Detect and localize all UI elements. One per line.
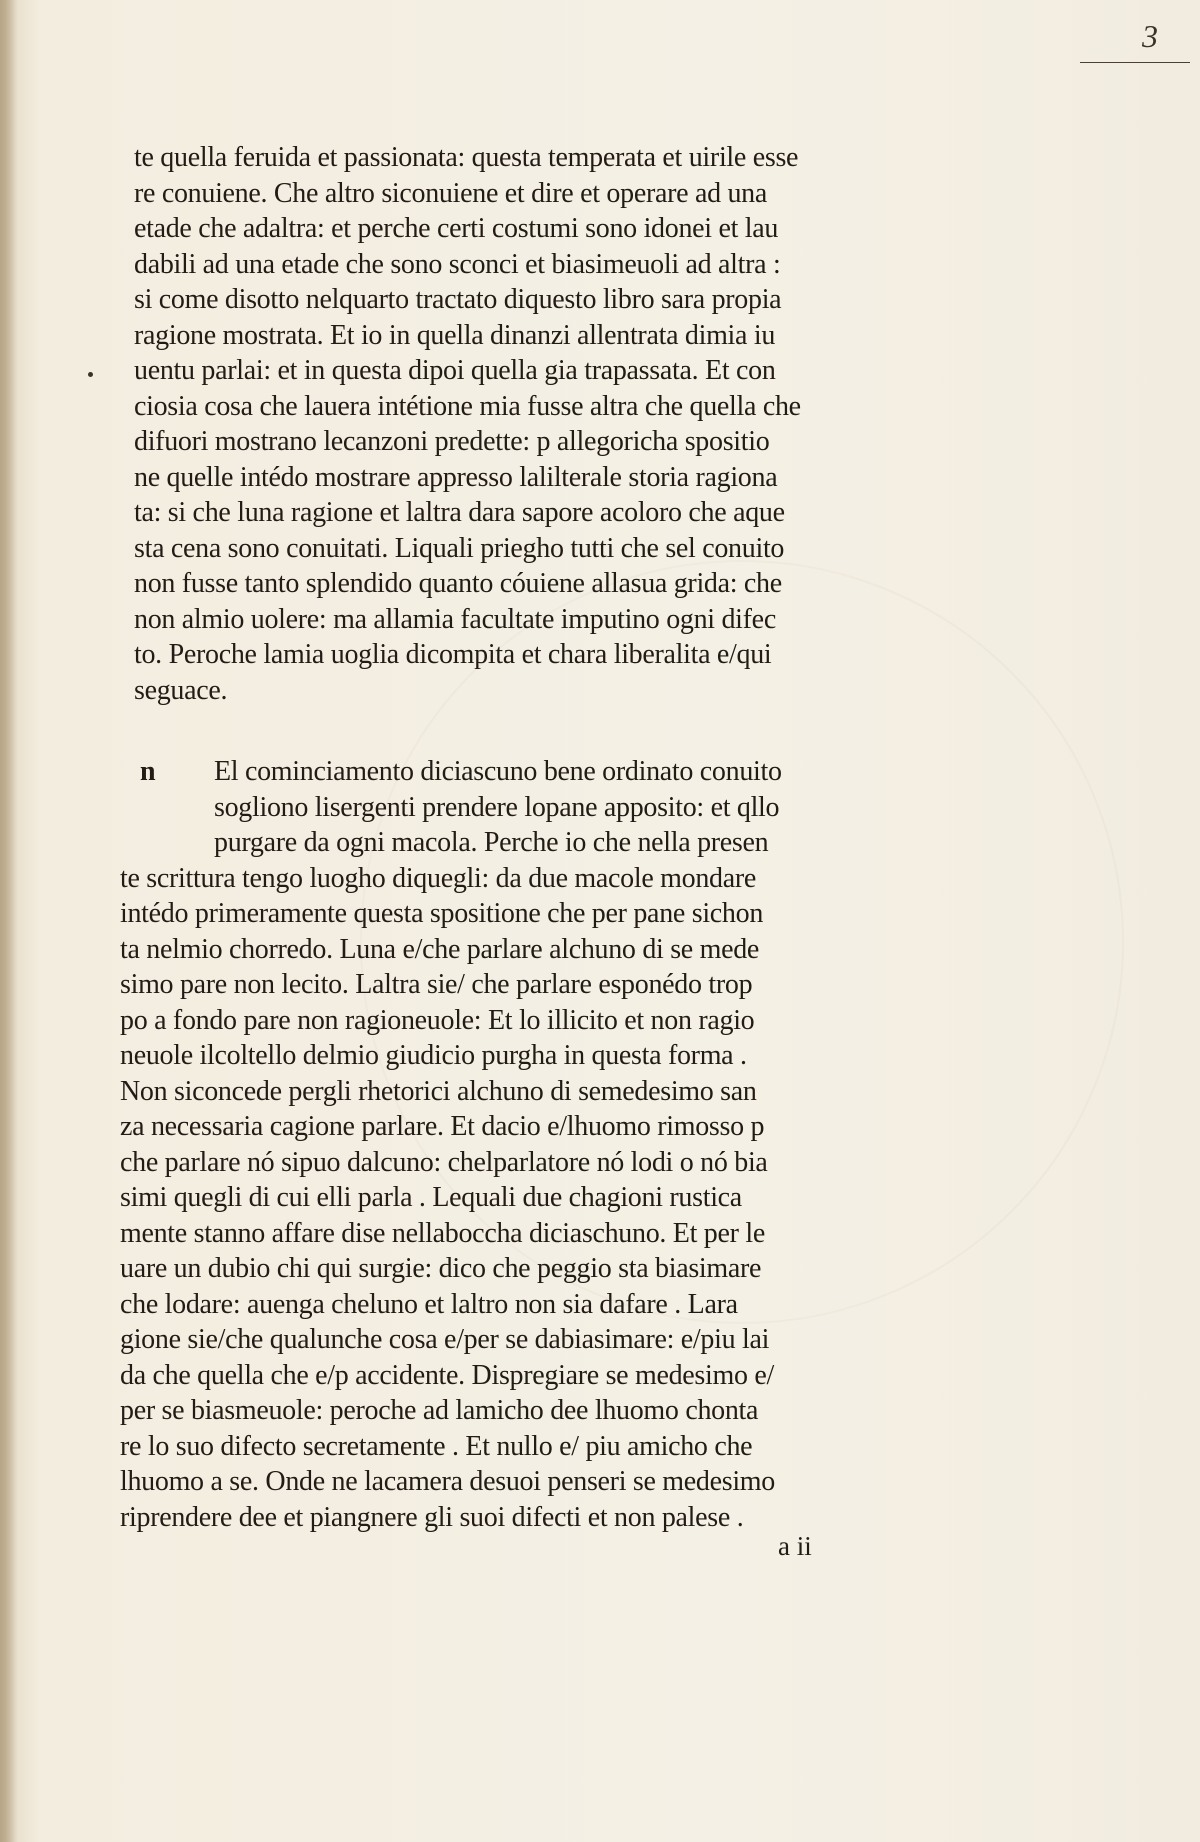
text-line: non almio uolere: ma allamia facultate imputino ogni difec xyxy=(134,603,776,635)
folio-rule xyxy=(1080,62,1190,63)
text-line: ta nelmio chorredo. Luna e/che parlare alchuno di se mede xyxy=(120,933,760,965)
margin-dot xyxy=(88,372,93,377)
text-block xyxy=(110,140,910,1535)
text-line: dabili ad una etade che sono sconci et biasimeuoli ad altra : xyxy=(134,248,781,280)
text-line: re conuiene. Che altro siconuiene et dire et operare ad una xyxy=(134,177,767,209)
text-line: re lo suo difecto secretamente . Et nullo e/ piu amicho che xyxy=(120,1430,753,1462)
text-line: te scrittura tengo luogho diquegli: da due macole mondare xyxy=(120,862,757,894)
text-line: gione sie/che qualunche cosa e/per se dabiasimare: e/piu lai xyxy=(120,1324,770,1355)
text-line: ragione mostrata. Et io in quella dinanzi allentrata dimia iu xyxy=(134,319,776,351)
text-line: intédo primeramente questa spositione che per pane sichon xyxy=(120,898,764,929)
text-line: da che quella che e/p accidente. Dispregiare se medesimo e/ xyxy=(120,1359,774,1391)
text-line: mente stanno affare dise nellaboccha diciaschuno. Et per le xyxy=(120,1217,765,1249)
text-line: neuole ilcoltello delmio giudicio purgha in questa forma . xyxy=(120,1040,747,1071)
paragraph-1 xyxy=(110,140,910,708)
text-line: po a fondo pare non ragioneuole: Et lo illicito et non ragio xyxy=(120,1004,755,1036)
text-line: to. Peroche lamia uoglia dicompita et chara liberalita e/qui xyxy=(134,639,772,670)
text-line: purgare da ogni macola. Perche io che nella presen xyxy=(214,827,769,858)
folio-marker xyxy=(1080,18,1190,68)
folio-number: 3 xyxy=(1142,18,1158,54)
text-line: simi quegli di cui elli parla . Lequali due chagioni rustica xyxy=(120,1182,742,1213)
text-line: seguace. xyxy=(134,674,228,706)
page-gutter-shadow xyxy=(0,0,18,1842)
text-line: uentu parlai: et in questa dipoi quella gia trapassata. Et con xyxy=(134,355,776,386)
text-line: etade che adaltra: et perche certi costumi sono idonei et lau xyxy=(134,213,779,244)
text-line: ciosia cosa che lauera intétione mia fusse altra che quella che xyxy=(134,390,801,422)
text-line: El cominciamento diciascuno bene ordinato conuito xyxy=(214,756,782,787)
guide-letter: n xyxy=(140,756,156,787)
text-line: per se biasmeuole: peroche ad lamicho dee lhuomo chonta xyxy=(120,1395,759,1426)
text-line: te quella feruida et passionata: questa temperata et uirile esse xyxy=(134,142,799,173)
text-line: che parlare nó sipuo dalcuno: chelparlatore nó lodi o nó bia xyxy=(120,1146,768,1178)
text-line: si come disotto nelquarto tractato diquesto libro sara propia xyxy=(134,284,782,315)
text-line: za necessaria cagione parlare. Et dacio e/lhuomo rimosso p xyxy=(120,1111,765,1142)
text-line: non fusse tanto splendido quanto cóuiene allasua grida: che xyxy=(134,568,782,599)
text-line: riprendere dee et piangnere gli suoi difecti et non palese . xyxy=(120,1501,744,1533)
text-line: difuori mostrano lecanzoni predette: p allegoricha spositio xyxy=(134,426,770,457)
text-line: sogliono lisergenti prendere lopane apposito: et qllo xyxy=(214,791,780,823)
text-line: simo pare non lecito. Laltra sie/ che parlare esponédo trop xyxy=(120,969,753,1000)
text-line: ta: si che luna ragione et laltra dara sapore acoloro che aque xyxy=(134,497,785,528)
text-line: Non siconcede pergli rhetorici alchuno di semedesimo san xyxy=(120,1075,757,1107)
text-line: sta cena sono conuitati. Liquali priegho tutti che sel conuito xyxy=(134,532,785,564)
text-line: ne quelle intédo mostrare appresso lalilterale storia ragiona xyxy=(134,461,778,493)
text-line: lhuomo a se. Onde ne lacamera desuoi penseri se medesimo xyxy=(120,1466,775,1497)
signature-mark: a ii xyxy=(778,1531,812,1561)
paragraph-2 xyxy=(110,754,910,1535)
initial-block xyxy=(110,754,910,861)
paragraph-gap xyxy=(110,708,910,754)
text-line: che lodare: auenga cheluno et laltro non sia dafare . Lara xyxy=(120,1288,738,1320)
text-line: uare un dubio chi qui surgie: dico che peggio sta biasimare xyxy=(120,1253,762,1284)
